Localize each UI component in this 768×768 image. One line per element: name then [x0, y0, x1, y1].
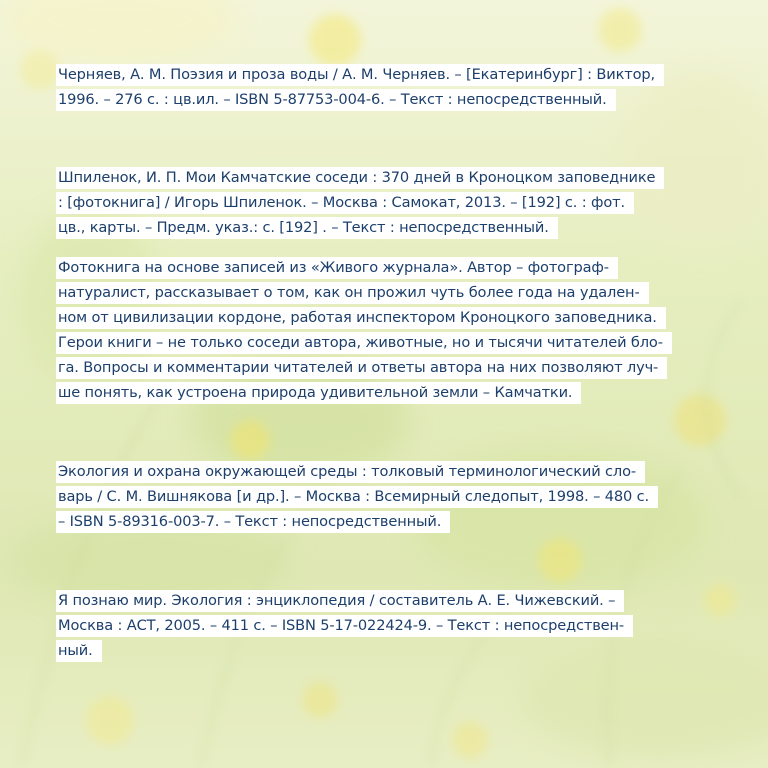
annotation-line: Фотокнига на основе записей из «Живого журнала». Автор – фотограф-	[56, 257, 618, 279]
entry-line: Москва : АСТ, 2005. – 411 с. – ISBN 5-17-022424-9. – Текст : непосредствен-	[56, 615, 633, 637]
entry-line: 1996. – 276 с. : цв.ил. – ISBN 5-87753-004-6. – Текст : непосредственный.	[56, 89, 616, 111]
entry-shpilenok	[56, 167, 736, 242]
entry-chernyaev	[56, 64, 736, 114]
annotation-line: га. Вопросы и комментарии читателей и ответы автора на них позволяют луч-	[56, 357, 667, 379]
entry-annotation	[56, 257, 736, 407]
entry-line: цв., карты. – Предм. указ.: с. [192] . – Текст : непосредственный.	[56, 217, 558, 239]
entry-ecology-dictionary	[56, 461, 736, 536]
entry-line: ный.	[56, 640, 102, 662]
entry-line: Я познаю мир. Экология : энциклопедия / составитель А. Е. Чижевский. –	[56, 590, 624, 612]
entry-line: варь / С. М. Вишнякова [и др.]. – Москва : Всемирный следопыт, 1998. – 480 с.	[56, 486, 658, 508]
entry-line: Черняев, А. М. Поэзия и проза воды / А. М. Черняев. – [Екатеринбург] : Виктор,	[56, 64, 664, 86]
entry-line: – ISBN 5-89316-003-7. – Текст : непосредственный.	[56, 511, 450, 533]
annotation-line: ном от цивилизации кордоне, работая инспектором Кроноцкого заповедника.	[56, 307, 666, 329]
entry-line: : [фотокнига] / Игорь Шпиленок. – Москва : Самокат, 2013. – [192] с. : фот.	[56, 192, 634, 214]
annotation-line: натуралист, рассказывает о том, как он прожил чуть более года на удален-	[56, 282, 649, 304]
annotation-line: ше понять, как устроена природа удивительной земли – Камчатки.	[56, 382, 581, 404]
entry-line: Шпиленок, И. П. Мои Камчатские соседи : 370 дней в Кроноцком заповеднике	[56, 167, 664, 189]
entry-line: Экология и охрана окружающей среды : толковый терминологический сло-	[56, 461, 645, 483]
entry-ya-poznayu-mir	[56, 590, 736, 665]
annotation-line: Герои книги – не только соседи автора, животные, но и тысячи читателей бло-	[56, 332, 672, 354]
